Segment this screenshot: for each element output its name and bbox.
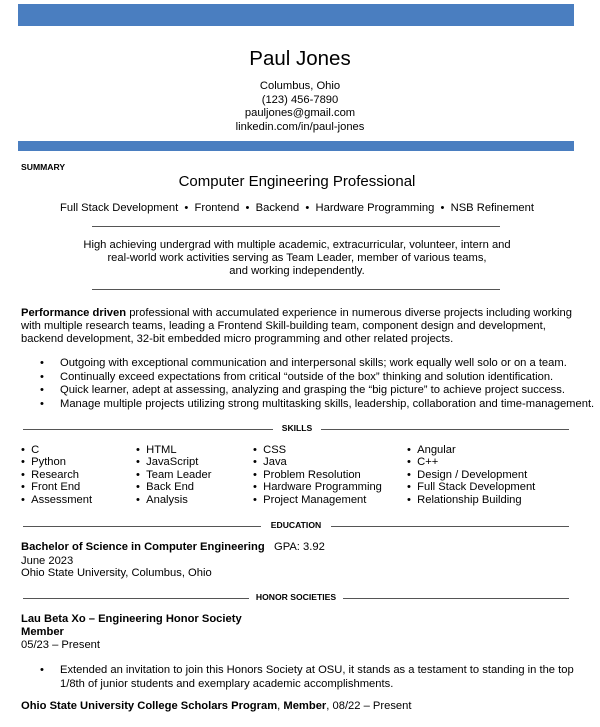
skills-rule-right xyxy=(321,429,569,430)
bullet-icon: • xyxy=(40,357,44,369)
society-bullet: • Extended an invitation to join this Honors Society at OSU, it stands as a testament to standing in the top 1/8th of junior students and exemplary academic accomplishments. xyxy=(40,664,574,690)
list-item: • Manage multiple projects utilizing strong multitasking skills, leadership, collaboration and time-management. xyxy=(40,397,595,410)
performance-text: professional with accumulated experience in numerous diverse projects including working with multiple research teams, leading a Frontend Skill-building team, component design and development, backend development, 32-bit embedded micro programming and other related projects. xyxy=(21,307,572,345)
summary-intro-line: High achieving undergrad with multiple academic, extracurricular, volunteer, intern and xyxy=(83,239,511,251)
skill-item: • Analysis xyxy=(136,493,188,506)
summary-keywords: Full Stack Development • Frontend • Backend • Hardware Programming • NSB Refinement xyxy=(60,202,534,214)
society-dates: 05/23 – Present xyxy=(21,639,100,651)
skill-item: • Research xyxy=(21,468,80,481)
skill-item: • Java xyxy=(253,456,287,469)
summary-rule-bottom xyxy=(92,289,500,290)
skill-item: • C xyxy=(21,444,40,456)
bullet-icon: • xyxy=(40,384,44,397)
summary-intro xyxy=(60,239,534,278)
performance-lead: Performance driven xyxy=(21,307,127,319)
skill-item: • Relationship Building xyxy=(407,493,522,506)
summary-headline: Computer Engineering Professional xyxy=(178,173,416,190)
summary-rule-top xyxy=(92,226,500,227)
skill-item: • Python xyxy=(21,456,66,469)
society-2-line: Ohio State University College Scholars Program, Member, 08/22 – Present xyxy=(21,700,412,712)
header-accent-bar xyxy=(18,4,574,26)
education-rule-right xyxy=(331,526,569,527)
bullet-icon: • xyxy=(40,397,44,410)
education-rule-left xyxy=(23,526,261,527)
degree-title: Bachelor of Science in Computer Engineering xyxy=(21,541,265,553)
skill-item: • CSS xyxy=(253,444,287,456)
society-role: Member xyxy=(21,626,64,638)
skill-item: • Project Management xyxy=(253,493,367,506)
honors-label: HONOR SOCIETIES xyxy=(255,592,337,602)
candidate-name: Paul Jones xyxy=(249,47,351,70)
gpa: GPA: 3.92 xyxy=(274,541,325,553)
skill-item: • C++ xyxy=(407,456,439,469)
skill-item: • Assessment xyxy=(21,493,93,506)
honors-rule-left xyxy=(23,598,249,599)
skills-rule-left xyxy=(23,429,273,430)
list-item: • Continually exceed expectations from critical “outside of the box” thinking and solution identification. xyxy=(40,370,554,383)
bullet-icon: • xyxy=(40,370,44,383)
skill-item: • JavaScript xyxy=(136,456,199,469)
society-2-dates: , 08/22 – Present xyxy=(326,700,412,712)
skills-column-4 xyxy=(407,444,535,506)
contact-email: pauljones@gmail.com xyxy=(244,107,356,119)
society-2-name: Ohio State University College Scholars Program xyxy=(21,700,278,712)
skill-item: • Design / Development xyxy=(407,468,528,481)
education-degree-line xyxy=(21,541,325,553)
header-divider-bar xyxy=(18,141,574,151)
contact-phone: (123) 456-7890 xyxy=(261,94,339,106)
education-label: EDUCATION xyxy=(270,520,322,530)
summary-intro-line: real-world work activities serving as Team Leader, member of various teams, xyxy=(107,252,487,264)
performance-paragraph xyxy=(21,307,581,346)
skills-column-2 xyxy=(136,444,211,506)
summary-intro-line: and working independently. xyxy=(229,265,365,277)
skill-item: • Hardware Programming xyxy=(253,481,382,494)
graduation-date: June 2023 xyxy=(21,555,74,567)
skill-item: • Team Leader xyxy=(136,468,212,481)
skill-item: • Angular xyxy=(407,444,456,456)
honors-rule-right xyxy=(343,598,569,599)
society-2-role: Member xyxy=(283,700,327,712)
skill-item: • HTML xyxy=(136,444,177,456)
school-name: Ohio State University, Columbus, Ohio xyxy=(21,567,212,579)
skill-item: • Full Stack Development xyxy=(407,481,536,494)
society-name: Lau Beta Xo – Engineering Honor Society xyxy=(21,613,242,625)
list-item: • Quick learner, adept at assessing, analyzing and grasping the “big picture” to achieve project success. xyxy=(40,384,565,397)
skill-item: • Front End xyxy=(21,481,81,494)
contact-linkedin: linkedin.com/in/paul-jones xyxy=(235,121,365,133)
list-item: • Outgoing with exceptional communication and interpersonal skills; work equally well solo or on a team. xyxy=(40,357,567,369)
skills-column-3 xyxy=(253,444,382,506)
skills-label: SKILLS xyxy=(281,423,313,433)
contact-city: Columbus, Ohio xyxy=(259,80,341,92)
skill-item: • Back End xyxy=(136,481,195,494)
summary-label: SUMMARY xyxy=(21,162,66,172)
skills-column-1 xyxy=(21,444,92,506)
bullet-icon: • xyxy=(40,664,44,676)
skill-item: • Problem Resolution xyxy=(253,468,361,481)
summary-bullets xyxy=(40,357,594,411)
